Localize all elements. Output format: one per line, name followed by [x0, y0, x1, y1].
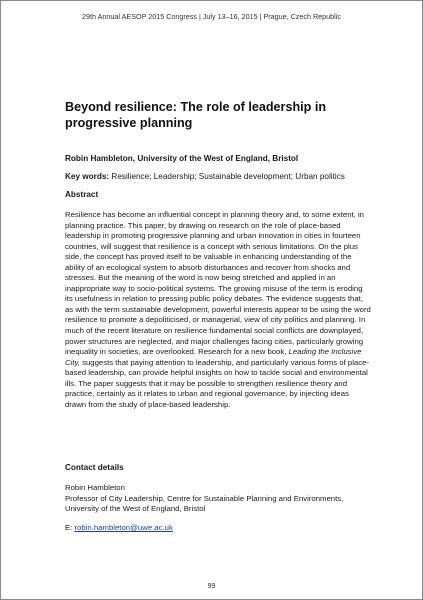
abstract-body — [65, 210, 371, 410]
page-number: 99 — [207, 583, 216, 590]
abstract-paragraph — [65, 210, 371, 410]
email-row — [65, 523, 173, 532]
contact-position: Professor of City Leadership, Centre for Sustainable Planning and Environments, University of the West of England, Bristol — [65, 493, 344, 514]
running-header: 29th Annual AESOP 2015 Congress | July 13–16, 2015 | Prague, Czech Republic — [82, 12, 341, 21]
abstract-text-part2: suggests that paying attention to leadership, and particularly various forms of place-based leadership, can provide helpful insights on how to tackle social and environmental ills. The paper suggests that it may be possible to strengthen resilience theory and practice, certainly as it relates to urban and regional governance, by injecting ideas drawn from the study of place-based leadership. — [65, 357, 369, 409]
author-line: Robin Hambleton, University of the West of England, Bristol — [65, 154, 299, 163]
contact-block — [65, 483, 365, 515]
keywords-label: Key words: — [65, 172, 110, 181]
keywords-line — [65, 172, 385, 181]
keywords-text: Resilience; Leadership; Sustainable development; Urban politics — [111, 172, 345, 181]
contact-heading: Contact details — [65, 463, 124, 472]
paper-title: Beyond resilience: The role of leadership in progressive planning — [65, 100, 327, 130]
abstract-text-part1: Resilience has become an influential concept in planning theory and, to some extent, in planning practice. This paper, by drawing on research on the role of place-based leadership in promoting progressive planning and urban innovation in cities in fourteen countries, will suggest that resilience is a concept with serious limitations. On the plus side, the concept has proved itself to be valuable in enhancing understanding of the ability of an ecological system to absorb disturbances and recover from shocks and stresses. But the meaning of the word is now being stretched and applied in an inappropriate way to socio-political systems. The growing misuse of the term is eroding its usefulness in relation to pressing public policy debates. The evidence suggests that, as with the term sustainable development, powerful interests appear to be using the word resilience to promote a depoliticised, or managerial, view of city politics and planning. In much of the recent literature on resilience fundamental social conflicts are downplayed, power structures are neglected, and major challenges facing cities, particularly growing inequality in societies, are overlooked. Research for a new book, — [65, 210, 371, 357]
email-link[interactable]: robin.hambleton@uwe.ac.uk — [74, 523, 173, 532]
contact-name: Robin Hambleton — [65, 483, 125, 492]
abstract-heading: Abstract — [65, 190, 99, 199]
email-label: E: — [65, 523, 75, 532]
book-title: Leading the Inclusive City, — [65, 347, 362, 367]
